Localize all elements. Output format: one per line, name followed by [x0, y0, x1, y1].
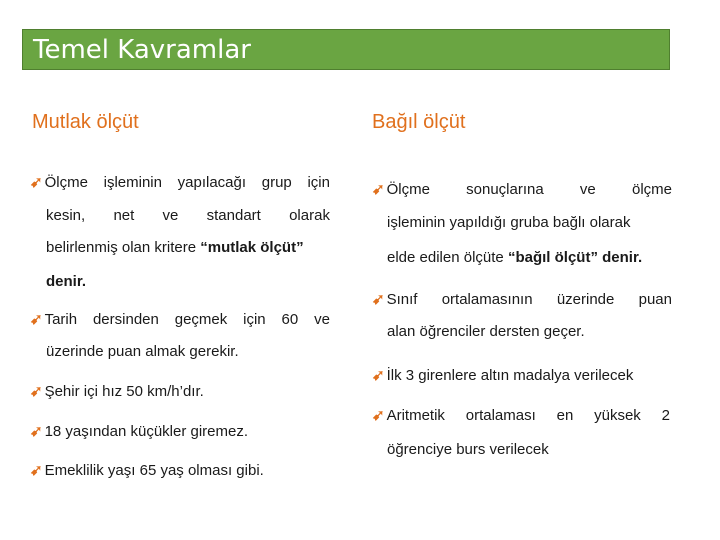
right-bullet2-word: puan: [638, 291, 672, 308]
bullet-icon: ➹: [30, 423, 43, 440]
bullet-icon: ➹: [372, 367, 385, 384]
right-bullet1-word: sonuçlarına: [466, 181, 544, 198]
right-bullet4-line1: [372, 406, 670, 426]
right-bullet2-line1: [372, 290, 672, 310]
left-bullet4-text: 18 yaşından küçükler giremez.: [44, 423, 249, 440]
right-bullet4-word: ortalaması: [465, 407, 536, 424]
bullet-icon: ➹: [372, 407, 385, 424]
bullet-icon: ➹: [30, 174, 43, 191]
right-bullet4-word: ➹ Aritmetik: [372, 407, 445, 424]
right-bullet3: [372, 366, 633, 386]
left-column-heading: Mutlak ölçüt: [32, 111, 139, 133]
left-bullet5-text: Emeklilik yaşı 65 yaş olması gibi.: [44, 462, 264, 479]
left-bullet1-text: belirlenmiş olan kritere: [46, 239, 201, 256]
right-bullet4-word: yüksek: [594, 407, 641, 424]
left-bullet2-word: ➹ Tarih: [30, 311, 78, 328]
left-bullet2-word: ve: [314, 311, 330, 328]
right-bullet4-line2: öğrenciye burs verilecek: [387, 441, 549, 458]
left-bullet1-word: ve: [162, 207, 179, 224]
slide-title: Temel Kavramlar: [33, 35, 251, 65]
right-bullet1-line2: işleminin yapıldığı gruba bağlı olarak: [387, 214, 631, 231]
left-bullet2-word: geçmek: [174, 311, 228, 328]
left-bullet1-word: net: [113, 207, 135, 224]
right-bullet1-line3: [387, 248, 642, 268]
left-bullet1-word: grup: [261, 174, 292, 191]
left-bullet2-word: için: [243, 311, 266, 328]
left-bullet1-word: olarak: [289, 207, 330, 224]
right-bullet1-text: elde edilen ölçüte: [387, 249, 508, 266]
left-bullet1-word: yapılacağı: [177, 174, 247, 191]
left-bullet2-line2: üzerinde puan almak gerekir.: [46, 343, 239, 360]
left-bullet3: [30, 382, 204, 402]
right-bullet2-line2: alan öğrenciler dersten geçer.: [387, 323, 585, 340]
left-bullet3-text: Şehir içi hız 50 km/h’dır.: [44, 383, 204, 400]
left-bullet1-word: standart: [206, 207, 261, 224]
left-bullet1-line3: [46, 238, 304, 258]
mutlak-olcut-term: “mutlak ölçüt”: [200, 239, 304, 256]
right-bullet2-word: ➹ Sınıf: [372, 291, 418, 308]
right-bullet1-word: ➹ Ölçme: [372, 181, 430, 198]
right-bullet4-word: 2: [661, 407, 670, 424]
bagil-olcut-term: “bağıl ölçüt” denir.: [507, 249, 643, 266]
left-bullet2-word: 60: [281, 311, 299, 328]
left-bullet1-word: kesin,: [46, 207, 86, 224]
right-bullet4-word: en: [556, 407, 574, 424]
right-bullet1-line1: [372, 180, 672, 200]
left-bullet1-line4: denir.: [46, 273, 87, 290]
title-bar: [22, 29, 670, 70]
left-bullet1-word: işleminin: [103, 174, 162, 191]
left-bullet5: [30, 461, 264, 481]
bullet-icon: ➹: [30, 383, 43, 400]
left-bullet1-word: için: [307, 174, 330, 191]
left-bullet2-word: dersinden: [92, 311, 159, 328]
right-bullet3-text: İlk 3 girenlere altın madalya verilecek: [386, 367, 634, 384]
right-bullet1-word: ölçme: [631, 181, 672, 198]
left-bullet1-line2: [46, 206, 330, 226]
bullet-icon: ➹: [30, 462, 43, 479]
left-bullet2-line1: [30, 310, 330, 330]
right-bullet2-word: üzerinde: [556, 291, 615, 308]
left-bullet4: [30, 422, 248, 442]
right-bullet1-word: ve: [579, 181, 596, 198]
left-bullet1-line1: [30, 173, 330, 193]
right-bullet2-word: ortalamasının: [441, 291, 533, 308]
bullet-icon: ➹: [372, 181, 385, 198]
bullet-icon: ➹: [372, 291, 385, 308]
left-bullet1-word: ➹ Ölçme: [30, 174, 88, 191]
bullet-icon: ➹: [30, 311, 43, 328]
right-column-heading: Bağıl ölçüt: [372, 111, 466, 133]
